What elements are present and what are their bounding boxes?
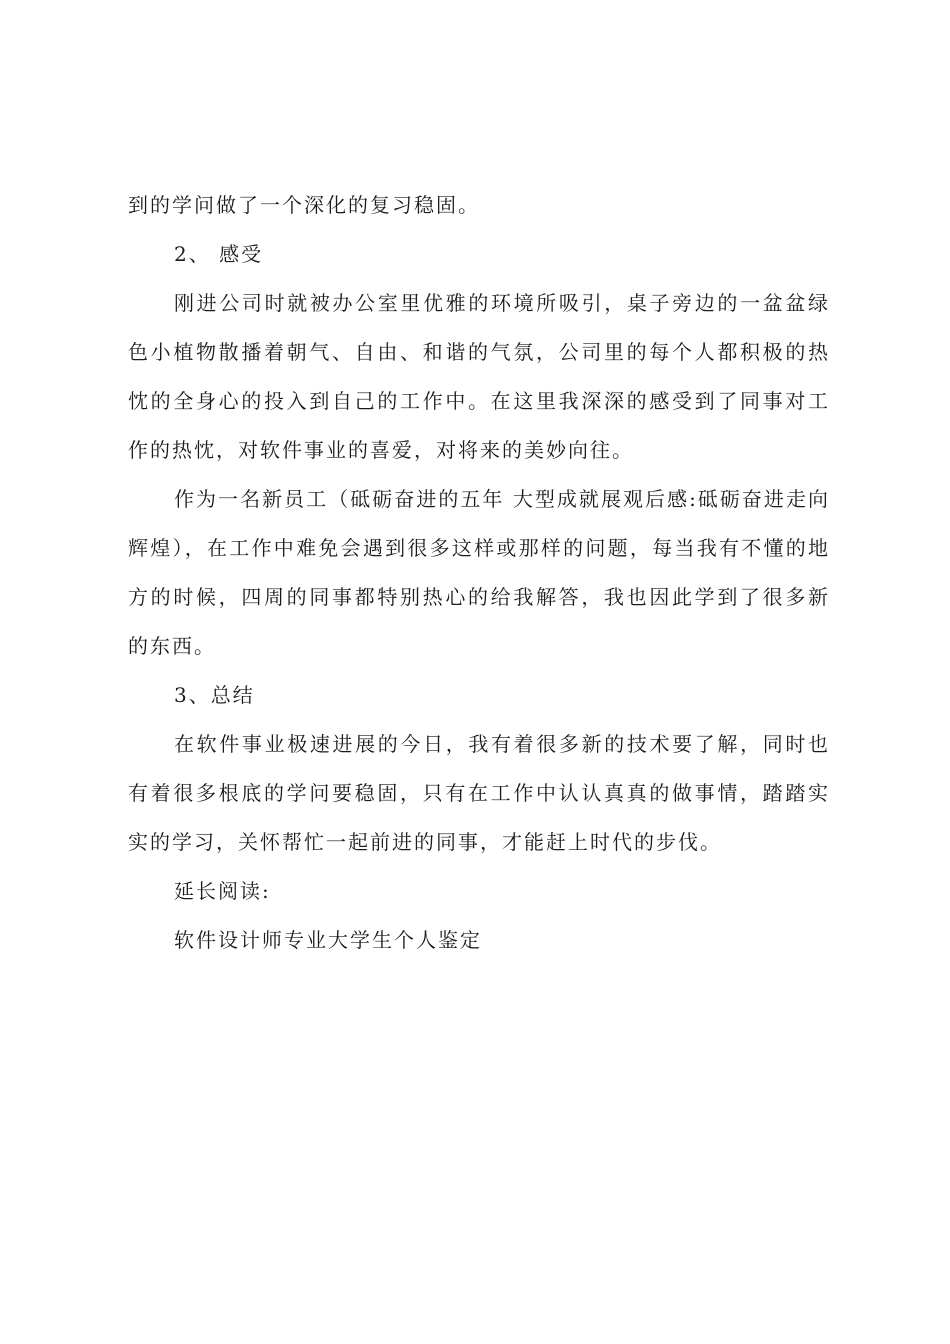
paragraph-new-employee: 作为一名新员工（砥砺奋进的五年 大型成就展观后感:砥砺奋进走向辉煌），在工作中难免会遇到很多这样或那样的问题，每当我有不懂的地方的时候，四周的同事都特别热心的给我解答，我也因此学到了很多新的东西。 <box>128 487 830 658</box>
section-heading-feelings: 2、 感受 <box>174 242 264 266</box>
paragraph-summary: 在软件事业极速进展的今日，我有着很多新的技术要了解，同时也有着很多根底的学问要稳固，只有在工作中认认真真的做事情，踏踏实实的学习，关怀帮忙一起前进的同事，才能赶上时代的步伐。 <box>128 732 830 854</box>
extended-reading-label: 延长阅读: <box>174 879 271 903</box>
paragraph-continuation: 到的学问做了一个深化的复习稳固。 <box>128 193 480 217</box>
section-heading-summary: 3、总结 <box>174 683 255 707</box>
document-body <box>128 181 830 965</box>
paragraph-first-impressions: 刚进公司时就被办公室里优雅的环境所吸引，桌子旁边的一盆盆绿色小植物散播着朝气、自由、和谐的气氛，公司里的每个人都积极的热忱的全身心的投入到自己的工作中。在这里我深深的感受到了同事对工作的热忱，对软件事业的喜爱，对将来的美妙向往。 <box>128 291 830 462</box>
extended-reading-link[interactable]: 软件设计师专业大学生个人鉴定 <box>174 928 482 952</box>
